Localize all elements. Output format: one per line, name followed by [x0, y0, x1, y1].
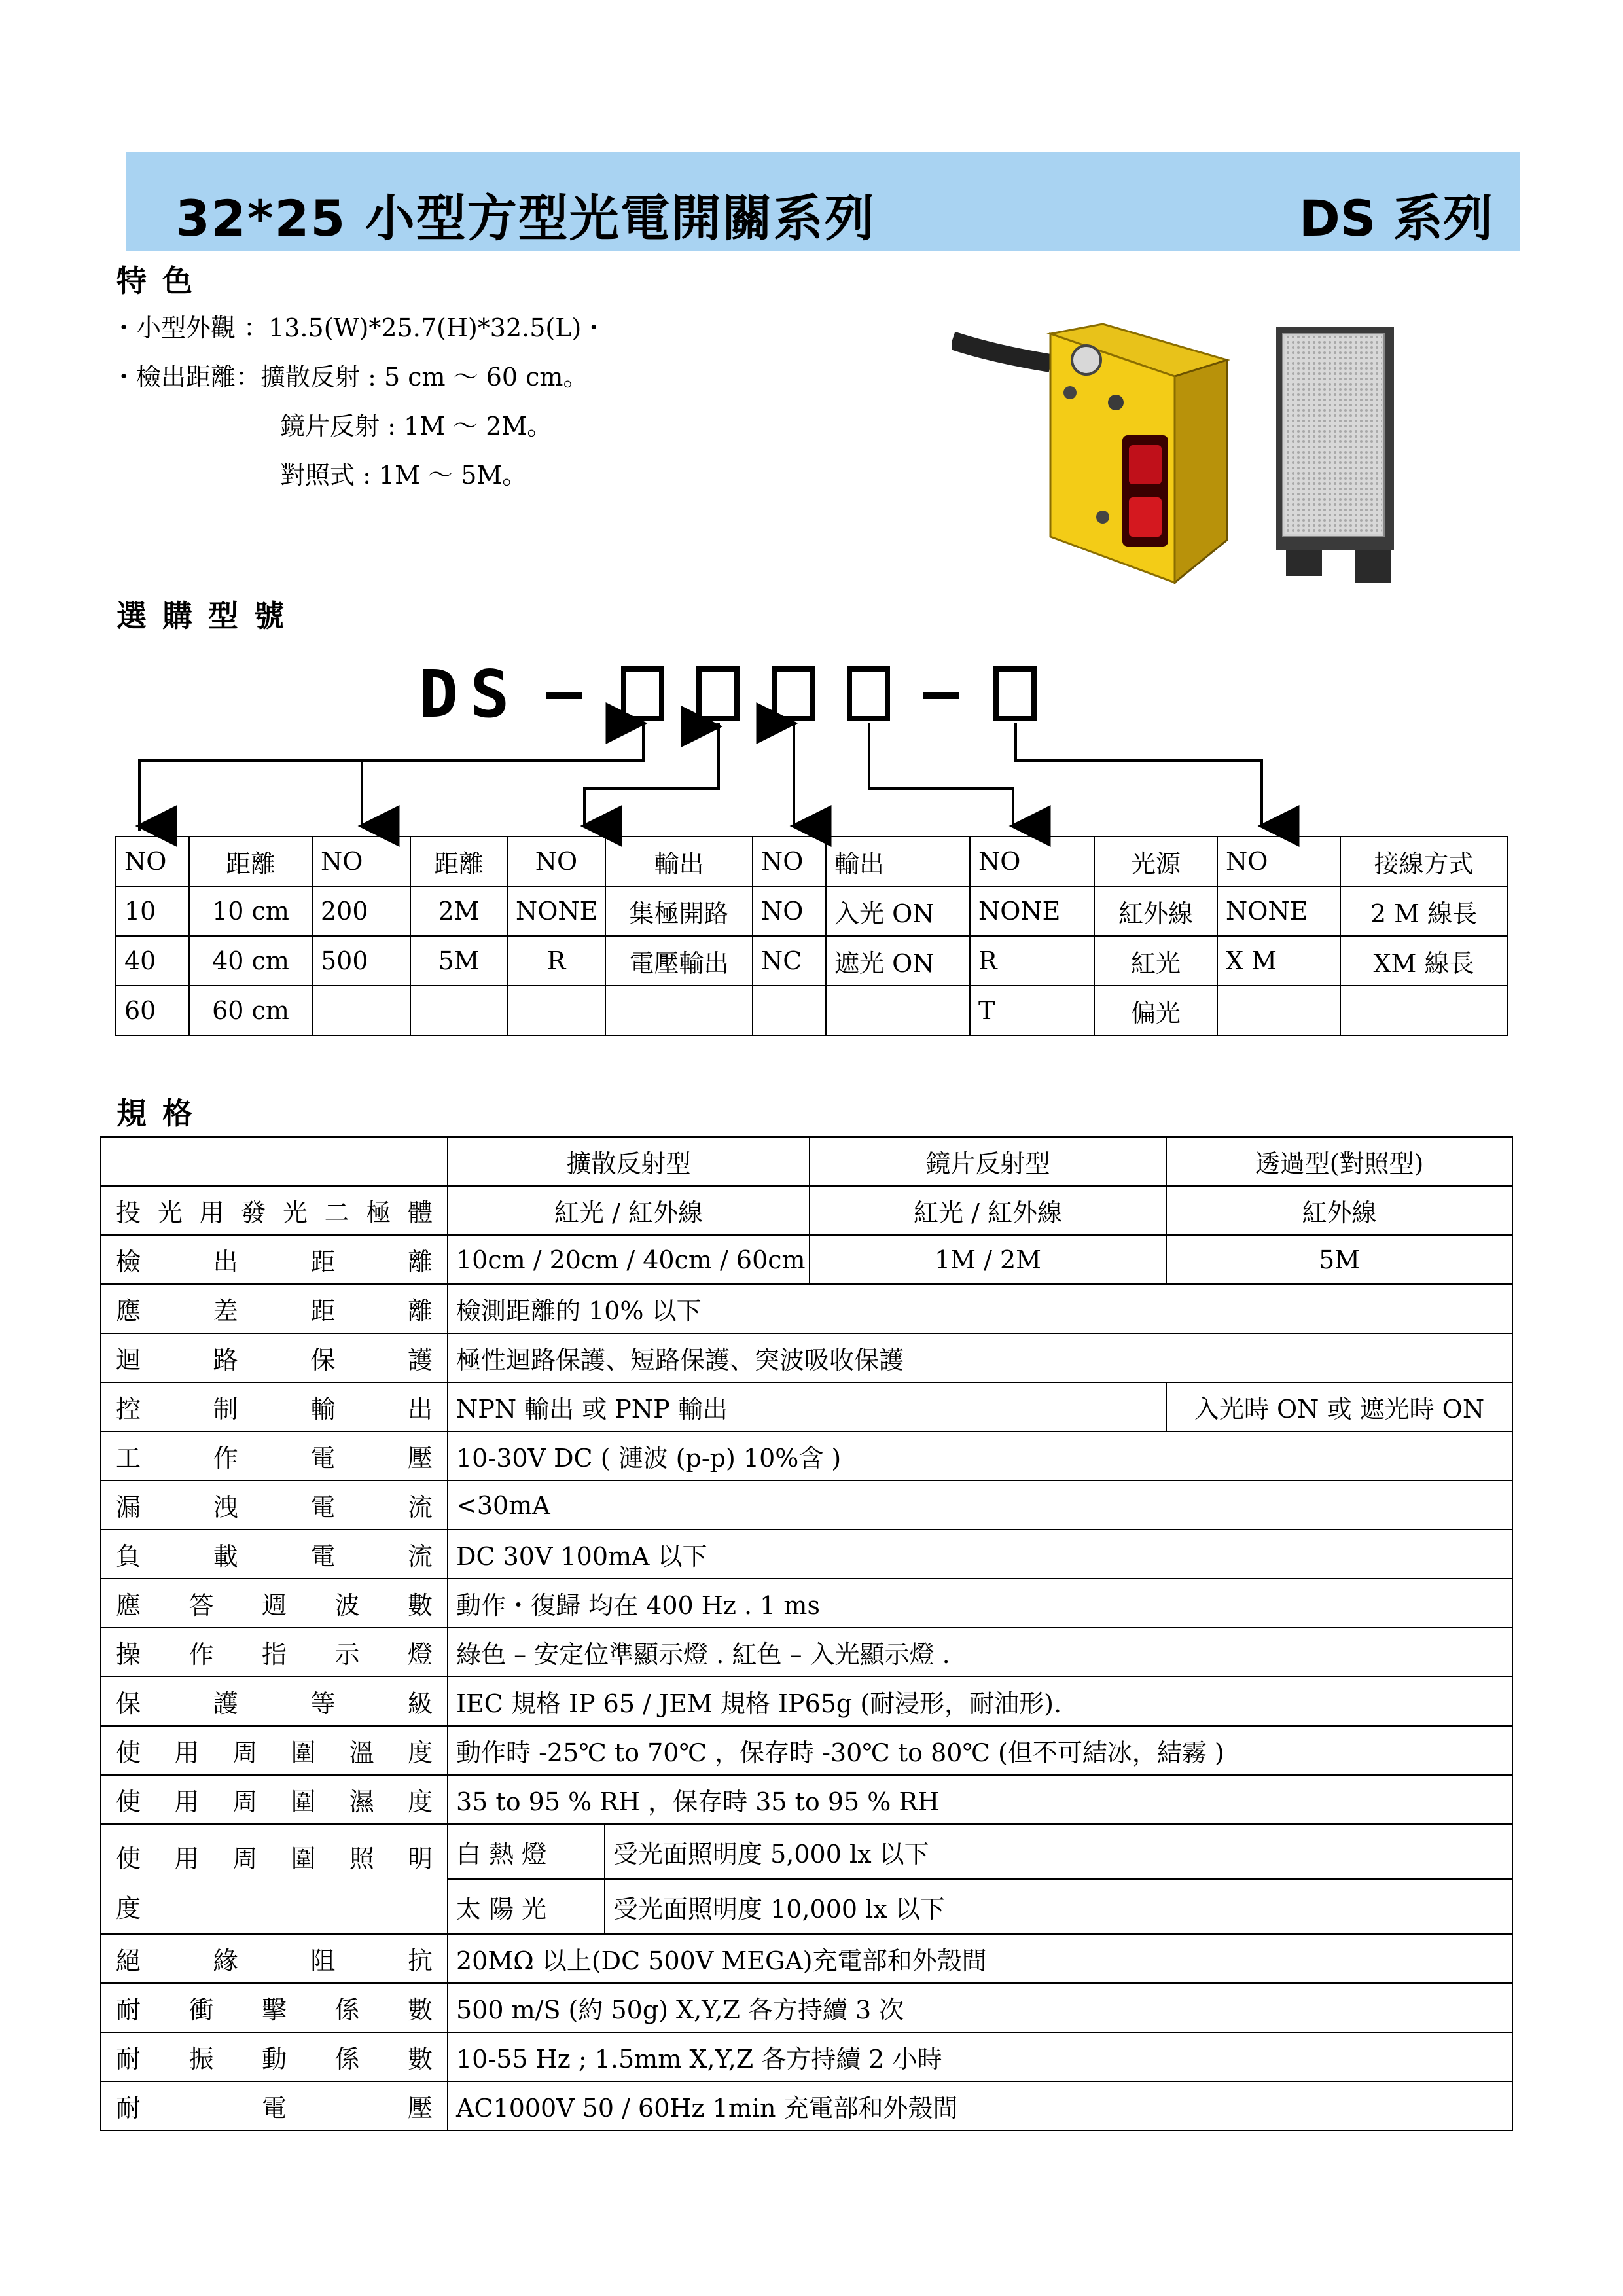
spec-value: NPN 輸出 或 PNP 輸出	[448, 1382, 1166, 1431]
feature-distance: ・檢出距離：擴散反射 : 5 cm ～ 60 cm。	[111, 363, 588, 391]
spec-row-shock	[101, 1983, 1512, 2032]
selection-cell: NONE	[1217, 886, 1340, 936]
selection-cell	[507, 986, 605, 1035]
selection-cell: 入光 ON	[826, 886, 970, 936]
spec-value: 10cm / 20cm / 40cm / 60cm	[448, 1235, 810, 1284]
spec-value: 動作・復歸 均在 400 Hz . 1 ms	[448, 1579, 1512, 1628]
spec-value: 20MΩ 以上(DC 500V MEGA)充電部和外殼間	[448, 1934, 1512, 1983]
selection-cell	[753, 986, 826, 1035]
model-prefix: DS	[419, 661, 522, 732]
spec-value: 極性迴路保護、短路保護、突波吸收保護	[448, 1333, 1512, 1382]
spec-value: <30mA	[448, 1480, 1512, 1530]
features-heading: 特 色	[116, 263, 196, 298]
spec-row-humidity	[101, 1775, 1512, 1824]
spec-value: 紅光 / 紅外線	[448, 1186, 810, 1235]
model-heading: 選 購 型 號	[116, 598, 287, 634]
spec-row-emitter	[101, 1186, 1512, 1235]
series-title: DS 系列	[1298, 189, 1493, 247]
spec-label: 漏洩電流	[101, 1480, 448, 1530]
spec-label: 投光用發光二極體	[101, 1186, 448, 1235]
spec-label: 操作指示燈	[101, 1628, 448, 1677]
selection-cell: NO	[970, 836, 1094, 886]
spec-label: 工作電壓	[101, 1431, 448, 1480]
spec-col-through: 透過型(對照型)	[1166, 1137, 1512, 1186]
spec-row-illumination-1	[101, 1824, 1512, 1879]
selection-cell	[410, 986, 507, 1035]
spec-value: 1M / 2M	[810, 1235, 1166, 1284]
selection-cell: 紅外線	[1094, 886, 1217, 936]
selection-row	[116, 886, 1507, 936]
selection-cell: 偏光	[1094, 986, 1217, 1035]
selection-cell: NONE	[970, 886, 1094, 936]
title-banner	[126, 152, 1520, 251]
selection-cell	[1340, 986, 1507, 1035]
selection-cell: 紅光	[1094, 936, 1217, 986]
selection-cell: NO	[1217, 836, 1340, 886]
selection-cell: XM 線長	[1340, 936, 1507, 986]
spec-value: 紅光 / 紅外線	[810, 1186, 1166, 1235]
spec-value: IEC 規格 IP 65 / JEM 規格 IP65g (耐浸形，耐油形).	[448, 1677, 1512, 1726]
spec-row-hysteresis	[101, 1284, 1512, 1333]
selection-table-body	[116, 836, 1507, 1035]
code-box-3	[774, 669, 812, 719]
selection-cell: 電壓輸出	[605, 936, 753, 986]
spec-label: 耐衝擊係數	[101, 1983, 448, 2032]
spec-label: 使用周圍濕度	[101, 1775, 448, 1824]
spec-row-temperature	[101, 1726, 1512, 1775]
code-box-1	[624, 669, 662, 719]
spec-label-line: 使用周圍照明	[116, 1844, 433, 1873]
spec-value: 紅外線	[1166, 1186, 1512, 1235]
model-code-diagram	[419, 661, 1047, 733]
spec-value: 受光面照明度 10,000 lx 以下	[605, 1879, 1512, 1934]
selection-cell: 光源	[1094, 836, 1217, 886]
spec-value: 檢測距離的 10% 以下	[448, 1284, 1512, 1333]
selection-cell: 10 cm	[189, 886, 312, 936]
sensor-product-image	[952, 314, 1240, 596]
spec-value: AC1000V 50 / 60Hz 1min 充電部和外殼間	[448, 2081, 1512, 2130]
selection-cell: 500	[312, 936, 410, 986]
spec-header-row	[101, 1137, 1512, 1186]
selection-table	[115, 836, 1508, 1036]
selection-cell: T	[970, 986, 1094, 1035]
spec-value: 動作時 -25℃ to 70℃ ，保存時 -30℃ to 80℃ (但不可結冰，結霧 )	[448, 1726, 1512, 1775]
selection-cell: NO	[753, 836, 826, 886]
selection-cell: 遮光 ON	[826, 936, 970, 986]
spec-value: 綠色 – 安定位準顯示燈 . 紅色 – 入光顯示燈 .	[448, 1628, 1512, 1677]
spec-value: 5M	[1166, 1235, 1512, 1284]
spec-label: 使用周圍溫度	[101, 1726, 448, 1775]
spec-label-line: 度	[116, 1894, 141, 1923]
selection-cell: 60 cm	[189, 986, 312, 1035]
selection-cell	[312, 986, 410, 1035]
selection-cell: 集極開路	[605, 886, 753, 936]
code-box-5	[996, 669, 1034, 719]
spec-label: 保護等級	[101, 1677, 448, 1726]
spec-label: 迴路保護	[101, 1333, 448, 1382]
selection-cell: NO	[507, 836, 605, 886]
spec-row-leak	[101, 1480, 1512, 1530]
spec-label-illumination	[101, 1824, 448, 1934]
dash-2	[923, 692, 959, 699]
spec-col-diffuse: 擴散反射型	[448, 1137, 810, 1186]
code-box-4	[849, 669, 887, 719]
selection-cell	[826, 986, 970, 1035]
spec-corner	[101, 1137, 448, 1186]
spec-label: 檢出距離	[101, 1235, 448, 1284]
spec-illum-type: 白 熱 燈	[448, 1824, 605, 1879]
spec-row-insulation	[101, 1934, 1512, 1983]
spec-label: 負載電流	[101, 1530, 448, 1579]
spec-row-indicator	[101, 1628, 1512, 1677]
selection-cell: 距離	[189, 836, 312, 886]
selection-cell: NO	[312, 836, 410, 886]
selection-cell: NO	[753, 886, 826, 936]
feature-size: ・小型外觀 ：13.5(W)*25.7(H)*32.5(L)・	[111, 314, 607, 342]
selection-cell: NC	[753, 936, 826, 986]
spec-row-vibration	[101, 2032, 1512, 2081]
spec-label: 絕緣阻抗	[101, 1934, 448, 1983]
selection-cell: 2M	[410, 886, 507, 936]
selection-cell: 40 cm	[189, 936, 312, 986]
selection-cell: 200	[312, 886, 410, 936]
feature-through: 對照式 : 1M ～ 5M。	[280, 461, 527, 490]
selection-cell: 輸出	[605, 836, 753, 886]
reflector-product-image	[1270, 324, 1400, 586]
spec-label: 應差距離	[101, 1284, 448, 1333]
spec-value: 500 m/S (約 50g) X,Y,Z 各方持續 3 次	[448, 1983, 1512, 2032]
selection-cell: 接線方式	[1340, 836, 1507, 886]
spec-heading: 規 格	[116, 1096, 196, 1131]
spec-row-response	[101, 1579, 1512, 1628]
selection-cell: 5M	[410, 936, 507, 986]
feature-mirror: 鏡片反射 : 1M ～ 2M。	[280, 412, 552, 440]
spec-row-rating	[101, 1677, 1512, 1726]
selection-cell: 2 M 線長	[1340, 886, 1507, 936]
selection-cell: R	[507, 936, 605, 986]
spec-value: 受光面照明度 5,000 lx 以下	[605, 1824, 1512, 1879]
spec-table	[100, 1136, 1513, 2131]
code-box-2	[699, 669, 737, 719]
spec-value: 35 to 95 % RH ，保存時 35 to 95 % RH	[448, 1775, 1512, 1824]
spec-row-protection-circuit	[101, 1333, 1512, 1382]
selection-cell: 輸出	[826, 836, 970, 886]
spec-row-dielectric	[101, 2081, 1512, 2130]
spec-row-voltage	[101, 1431, 1512, 1480]
spec-label: 應答週波數	[101, 1579, 448, 1628]
spec-value: 10-30V DC ( 漣波 (p-p) 10%含 )	[448, 1431, 1512, 1480]
selection-cell: X M	[1217, 936, 1340, 986]
selection-cell	[605, 986, 753, 1035]
selection-cell	[1217, 986, 1340, 1035]
selection-row	[116, 986, 1507, 1035]
selection-header-row	[116, 836, 1507, 886]
spec-value: 入光時 ON 或 遮光時 ON	[1166, 1382, 1512, 1431]
spec-label: 控制輸出	[101, 1382, 448, 1431]
spec-row-distance	[101, 1235, 1512, 1284]
spec-value: 10-55 Hz ; 1.5mm X,Y,Z 各方持續 2 小時	[448, 2032, 1512, 2081]
spec-col-mirror: 鏡片反射型	[810, 1137, 1166, 1186]
spec-row-control-output	[101, 1382, 1512, 1431]
page-title: 32*25 小型方型光電開關系列	[175, 189, 876, 247]
selection-cell: 10	[116, 886, 189, 936]
spec-row-load	[101, 1530, 1512, 1579]
selection-row	[116, 936, 1507, 986]
selection-cell: 40	[116, 936, 189, 986]
dash-1	[546, 692, 582, 699]
spec-label: 耐振動係數	[101, 2032, 448, 2081]
selection-cell: 60	[116, 986, 189, 1035]
spec-illum-type: 太 陽 光	[448, 1879, 605, 1934]
spec-label: 耐電壓	[101, 2081, 448, 2130]
selection-cell: NONE	[507, 886, 605, 936]
selection-cell: R	[970, 936, 1094, 986]
spec-value: DC 30V 100mA 以下	[448, 1530, 1512, 1579]
selection-cell: 距離	[410, 836, 507, 886]
selection-cell: NO	[116, 836, 189, 886]
